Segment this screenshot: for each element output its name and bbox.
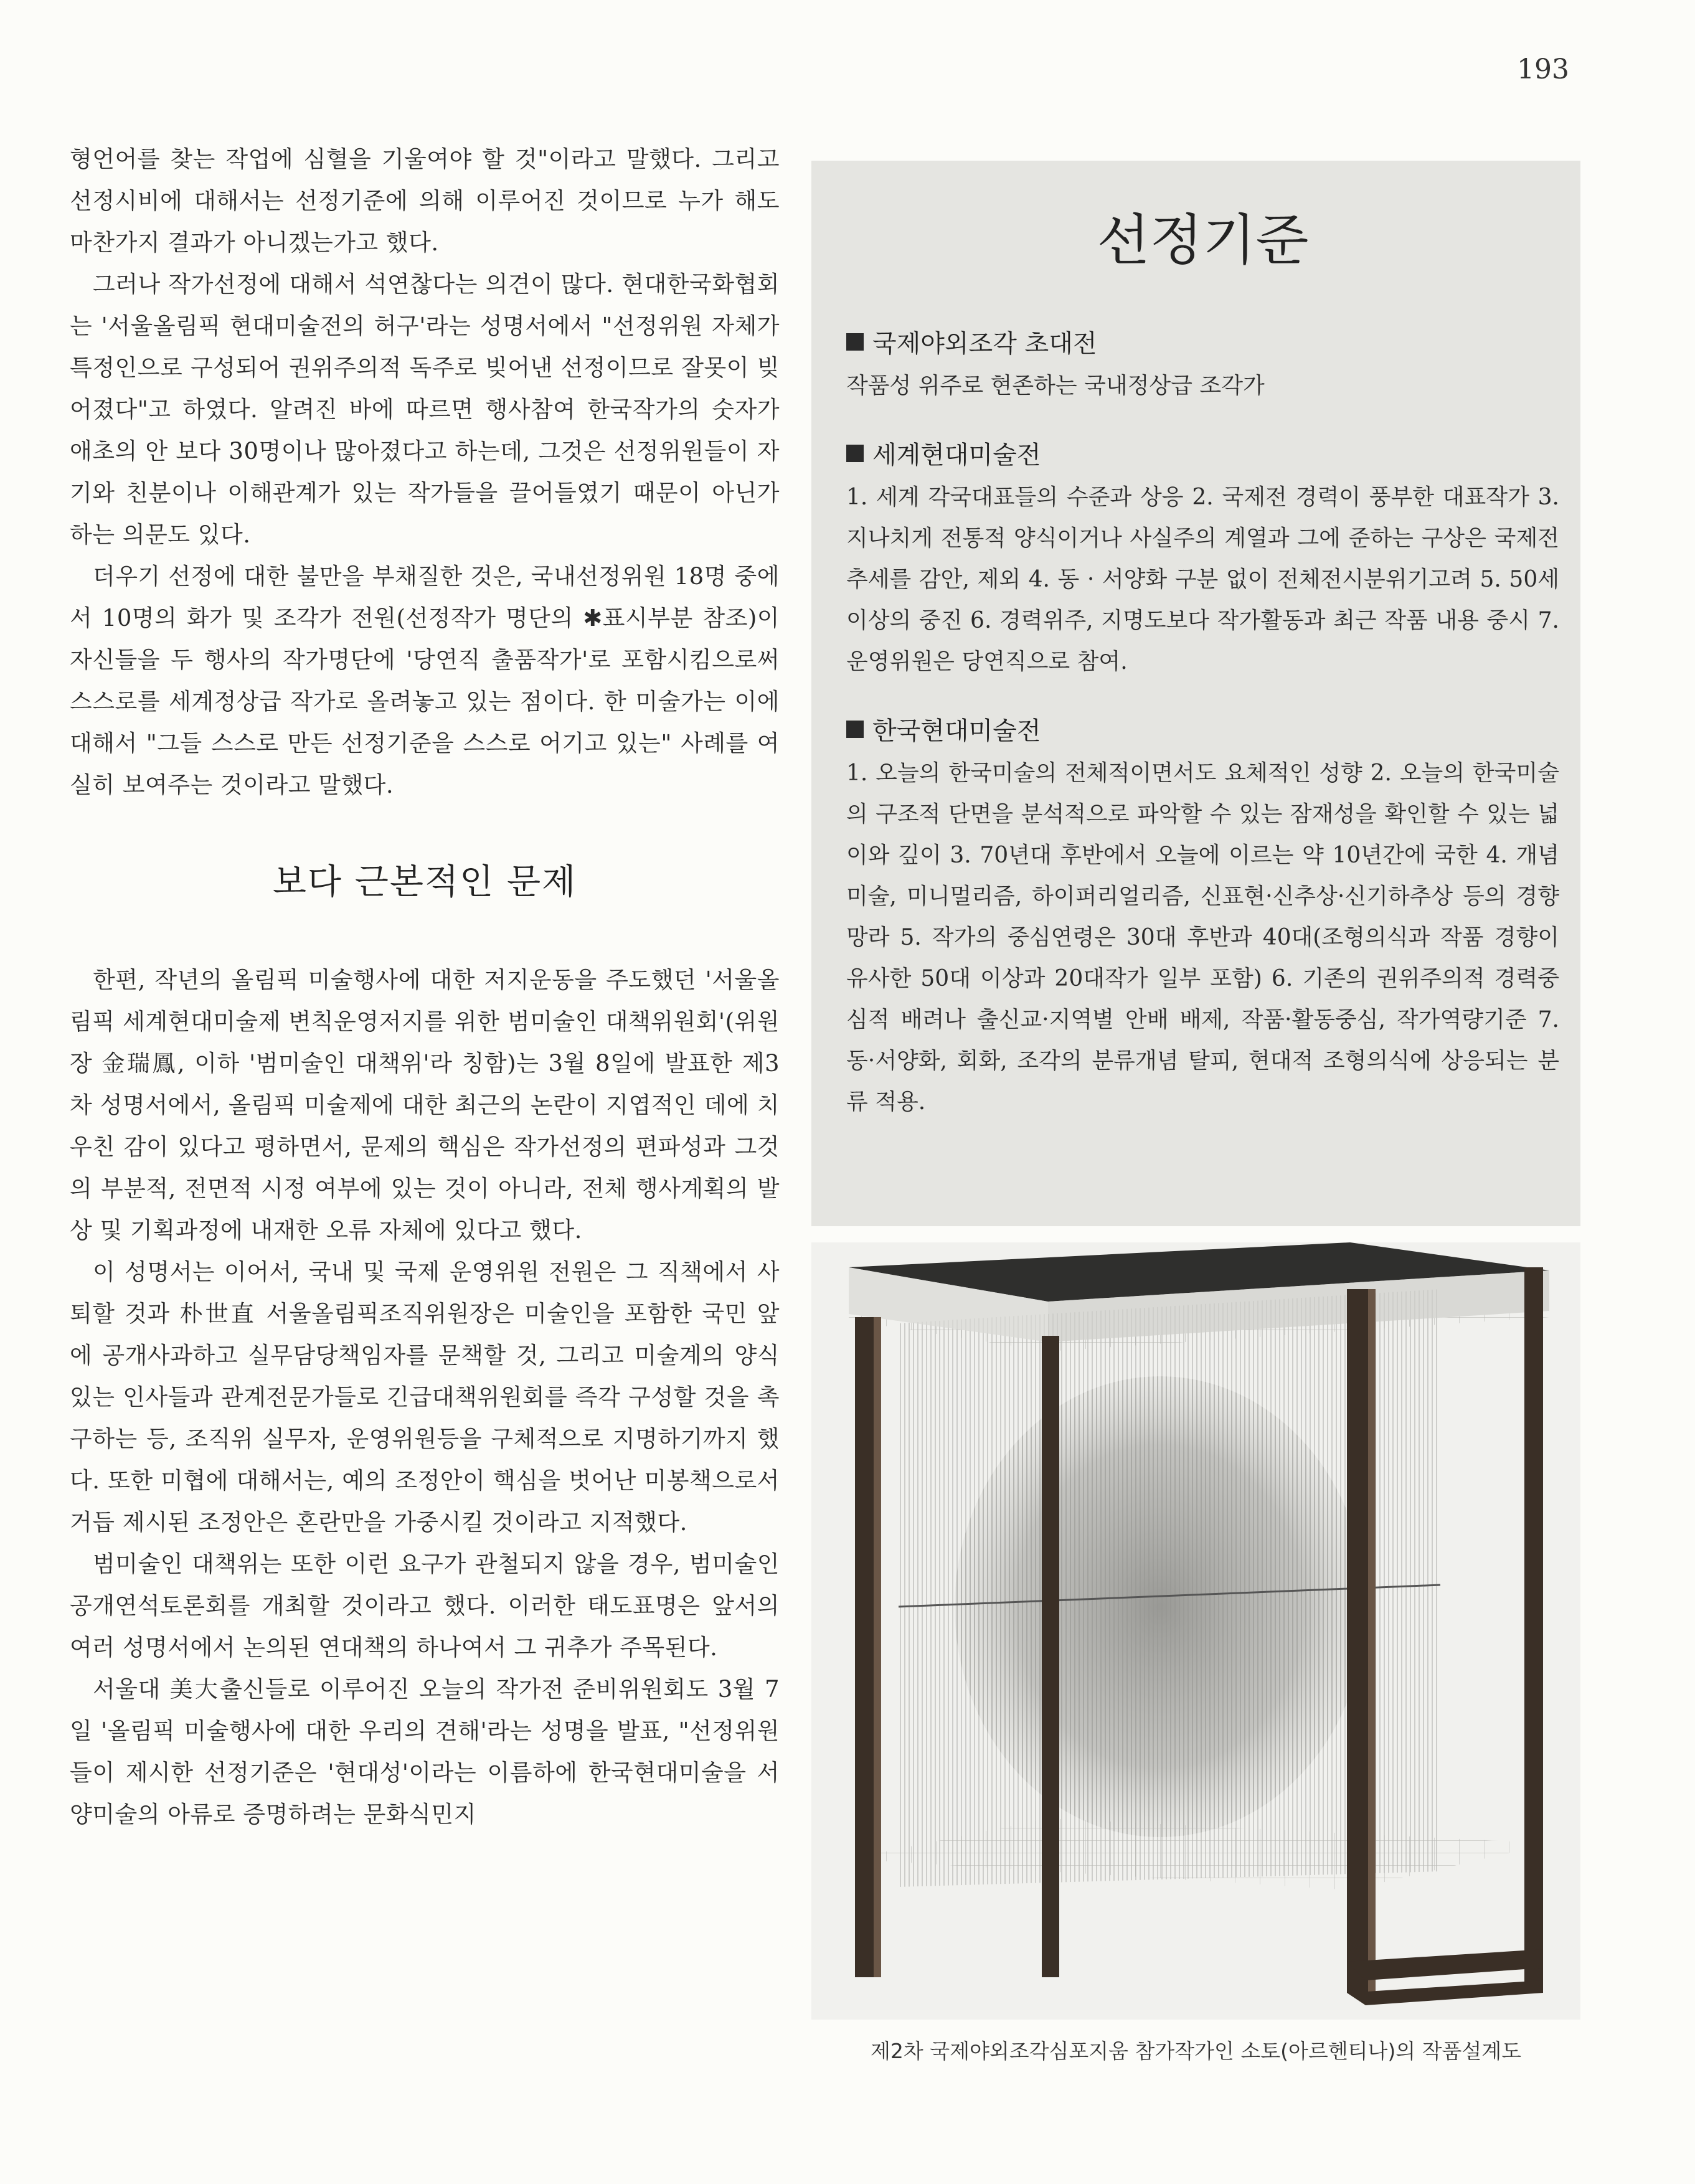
category-heading: [846, 324, 1559, 359]
paragraph: 그러나 작가선정에 대해서 석연찮다는 의견이 많다. 현대한국화협회는 '서울올림픽 현대미술전의 허구'라는 성명서에서 "선정위원 자체가 특정인으로 구성되어 권위주의적 독주로 빚어낸 선정이므로 잘못이 빚어졌다"고 하였다. 알려진 바에 따르면 행사참여 한국작가의 숫자가 애초의 안 보다 30명이나 많아졌다고 하는데, 그것은 선정위원들이 자기와 친분이나 이해관계가 있는 작가들을 끌어들였기 때문이 아닌가 하는 의문도 있다.: [70, 271, 780, 548]
paragraph: 더우기 선정에 대한 불만을 부채질한 것은, 국내선정위원 18명 중에서 10명의 화가 및 조각가 전원(선정작가 명단의 ✱표시부분 참조)이 자신들을 두 행사의 작가명단에 '당연직 출품작가'로 포함시킴으로써 스스로를 세계정상급 작가로 올려놓고 있는 점이다. 한 미술가는 이에 대해서 "그들 스스로 만든 선정기준을 스스로 어기고 있는" 사례를 여실히 보여주는 것이라고 말했다.: [70, 563, 780, 798]
post: [1524, 1267, 1543, 1983]
category-heading-label: 국제야외조각 초대전: [872, 329, 1097, 358]
criteria-category: [846, 324, 1559, 407]
category-heading-label: 한국현대미술전: [872, 717, 1041, 745]
category-heading-label: 세계현대미술전: [872, 441, 1041, 470]
paragraph: 범미술인 대책위는 또한 이런 요구가 관철되지 않을 경우, 범미술인 공개연석토론회를 개최할 것이라고 했다. 이러한 태도표명은 앞서의 여러 성명서에서 논의된 연대책의 하나여서 그 귀추가 주목된다.: [70, 1551, 780, 1661]
square-bullet-icon: [846, 333, 864, 351]
paragraph: 이 성명서는 이어서, 국내 및 국제 운영위원 전원은 그 직책에서 사퇴할 것과 朴世直 서울올림픽조직위원장은 미술인을 포함한 국민 앞에 공개사과하고 실무담당책임자를 문책할 것, 그리고 미술계의 양식있는 인사들과 관계전문가들로 긴급대책위원회를 즉각 구성할 것을 촉구하는 등, 조직위 실무자, 운영위원등을 구체적으로 지명하기까지 했다. 또한 미협에 대해서는, 예의 조정안이 핵심을 벗어난 미봉책으로서 거듭 제시된 조정안은 혼란만을 가중시킬 것이라고 지적했다.: [70, 1259, 780, 1536]
page-number: 193: [1517, 54, 1569, 85]
left-column: [70, 138, 780, 1835]
figure-caption: 제2차 국제야외조각심포지움 참가작가인 소토(아르헨티나)의 작품설계도: [870, 2039, 1522, 2063]
criteria-sidebar: [811, 161, 1580, 1226]
criteria-category: [846, 711, 1559, 1123]
category-heading: [846, 711, 1559, 747]
sculpture-drawing: [811, 1242, 1580, 2020]
category-body: 1. 세계 각국대표들의 수준과 상응 2. 국제전 경력이 풍부한 대표작가 3. 지나치게 전통적 양식이거나 사실주의 계열과 그에 준하는 구상은 국제전추세를 감안, 제외 4. 동 · 서양화 구분 없이 전체전시분위기고려 5. 50세 이상의 중진 6. 경력위주, 지명도보다 작가활동과 최근 작품 내용 중시 7. 운영위원은 당연직으로 참여.: [846, 485, 1559, 674]
criteria-category: [846, 435, 1559, 683]
paragraph: 서울대 美大출신들로 이루어진 오늘의 작가전 준비위원회도 3월 7일 '올림픽 미술행사에 대한 우리의 견해'라는 성명을 발표, "선정위원들이 제시한 선정기준은 '현대성'이라는 이름하에 한국현대미술을 서양미술의 아류로 증명하려는 문화식민지: [70, 1676, 780, 1828]
category-heading: [846, 435, 1559, 471]
section-heading: 보다 근본적인 문제: [272, 862, 577, 902]
category-body: 1. 오늘의 한국미술의 전체적이면서도 요체적인 성향 2. 오늘의 한국미술의 구조적 단면을 분석적으로 파악할 수 있는 잠재성을 확인할 수 있는 넓이와 깊이 3. 70년대 후반에서 오늘에 이르는 약 10년간에 국한 4. 개념미술, 미니멀리즘, 하이퍼리얼리즘, 신표현·신추상·신기하추상 등의 경향 망라 5. 작가의 중심연령은 30대 후반과 40대(조형의식과 작품 경향이 유사한 50대 이상과 20대작가 일부 포함) 6. 기존의 권위주의적 경력중심적 배려나 출신교·지역별 안배 배제, 작품·활동중심, 작가역량기준 7. 동·서양화, 회화, 조각의 분류개념 탈피, 현대적 조형의식에 상응되는 분류 적용.: [846, 760, 1559, 1115]
sculpture-design-figure: [811, 1242, 1580, 2020]
category-body: 작품성 위주로 현존하는 국내정상급 조각가: [846, 373, 1265, 399]
post: [1347, 1289, 1368, 1993]
square-bullet-icon: [846, 445, 864, 462]
paragraph: 한편, 작년의 올림픽 미술행사에 대한 저지운동을 주도했던 '서울올림픽 세계현대미술제 변칙운영저지를 위한 범미술인 대책위원회'(위원장 金瑞鳳, 이하 '범미술인 대책위'라 칭함)는 3월 8일에 발표한 제3차 성명서에서, 올림픽 미술제에 대한 최근의 논란이 지엽적인 데에 치우친 감이 있다고 평하면서, 문제의 핵심은 작가선정의 편파성과 그것의 부분적, 전면적 시정 여부에 있는 것이 아니라, 전체 행사계획의 발상 및 기획과정에 내재한 오류 자체에 있다고 했다.: [70, 967, 780, 1244]
post: [855, 1317, 874, 1977]
post: [1042, 1336, 1059, 1977]
criteria-title: 선정기준: [1097, 208, 1309, 272]
paragraph: 형언어를 찾는 작업에 심혈을 기울여야 할 것"이라고 말했다. 그리고 선정시비에 대해서는 선정기준에 의해 이루어진 것이므로 누가 해도 마찬가지 결과가 아니겠는가고 했다.: [70, 146, 780, 256]
square-bullet-icon: [846, 721, 864, 738]
